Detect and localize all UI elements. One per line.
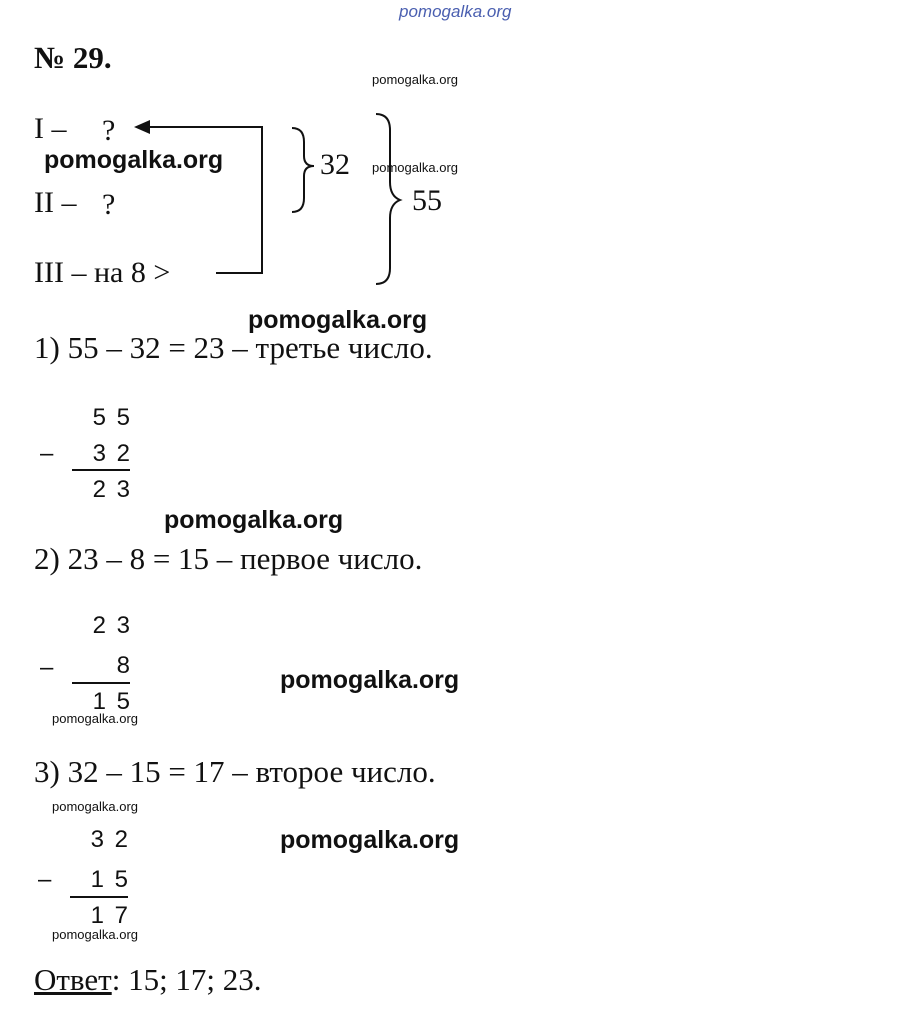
arrow-head-icon xyxy=(134,120,150,134)
column-2-subtrahend: 8 xyxy=(116,652,130,679)
watermark: pomogalka.org xyxy=(280,826,460,854)
column-3-minus-sign: – xyxy=(38,866,52,893)
answer-value: : 15; 17; 23. xyxy=(111,962,262,997)
column-3-subtrahend: 1 5 xyxy=(90,866,128,893)
scheme-sum-total: 55 xyxy=(412,184,442,217)
column-1-top: 5 5 xyxy=(92,404,130,431)
watermark: pomogalka.org xyxy=(52,799,138,814)
column-1-minus-sign: – xyxy=(40,440,54,467)
column-2-result: 1 5 xyxy=(92,688,130,715)
watermark: pomogalka.org xyxy=(280,666,460,694)
watermark: pomogalka.org xyxy=(52,927,138,942)
watermark: pomogalka.org xyxy=(248,306,428,334)
column-2-minus-sign: – xyxy=(40,654,54,681)
watermark: pomogalka.org xyxy=(372,160,458,175)
answer-line xyxy=(34,962,262,998)
step-3-text: 3) 32 – 15 = 17 – второе число. xyxy=(34,754,436,789)
scheme-row-3-label: III – на 8 > xyxy=(34,256,171,289)
scheme-sum-first-two: 32 xyxy=(320,148,350,181)
watermark: pomogalka.org xyxy=(164,506,344,534)
watermark: pomogalka.org xyxy=(372,72,458,87)
step-1-text: 1) 55 – 32 = 23 – третье число. xyxy=(34,330,433,365)
answer-label: Ответ xyxy=(34,962,112,997)
big-brace-icon xyxy=(376,114,400,284)
scheme-row-2-unknown: ? xyxy=(102,188,116,221)
small-brace-icon xyxy=(292,128,314,212)
column-1-subtrahend: 3 2 xyxy=(92,440,130,467)
top-watermark: pomogalka.org xyxy=(399,2,512,21)
watermark: pomogalka.org xyxy=(44,146,224,174)
step-2-text: 2) 23 – 8 = 15 – первое число. xyxy=(34,541,423,576)
watermark: pomogalka.org xyxy=(52,711,138,726)
column-3-result: 1 7 xyxy=(90,902,128,929)
column-1-result: 2 3 xyxy=(92,476,130,503)
problem-number: № 29. xyxy=(34,40,112,75)
scheme-row-2-label: II – xyxy=(34,186,77,219)
scheme-row-1-label: I – xyxy=(34,112,67,145)
column-3-top: 3 2 xyxy=(90,826,128,853)
scheme-row-1-unknown: ? xyxy=(102,114,116,147)
column-2-top: 2 3 xyxy=(92,612,130,639)
